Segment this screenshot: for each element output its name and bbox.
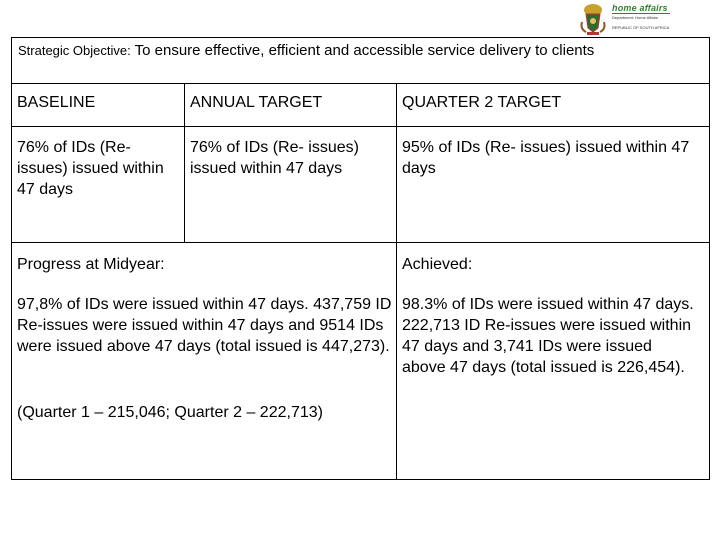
- department-logo: [578, 2, 690, 36]
- column-divider: [184, 83, 185, 242]
- column-divider: [396, 83, 397, 480]
- row-divider: [11, 83, 710, 84]
- objective-text: To ensure effective, efficient and accessible service delivery to clients: [134, 42, 595, 59]
- progress-text: 97,8% of IDs were issued within 47 days. 437,759 ID Re-issues were issued within 47 days and 9514 IDs were issued above 47 days (total issued is 447,273).: [17, 296, 392, 355]
- progress-quarters: (Quarter 1 – 215,046; Quarter 2 – 222,713): [17, 404, 323, 421]
- logo-department-text: Department: Home Affairs: [612, 15, 658, 20]
- logo-rule: [612, 13, 670, 14]
- achieved-text: 98.3% of IDs were issued within 47 days. 222,713 ID Re-issues were issued within 47 days and 3,741 IDs were issued above 47 days (total issued is 226,454).: [402, 296, 694, 376]
- progress-label: Progress at Midyear:: [17, 256, 165, 273]
- quarter2-target-value: 95% of IDs (Re- issues) issued within 47 days: [402, 139, 690, 177]
- logo-brand-text: home affairs: [612, 3, 668, 13]
- row-divider: [11, 242, 710, 243]
- achieved-label: Achieved:: [402, 256, 473, 273]
- coat-of-arms-icon: [578, 2, 608, 36]
- objective-label: Strategic Objective:: [18, 43, 131, 58]
- header-quarter2-target: QUARTER 2 TARGET: [402, 94, 562, 111]
- row-divider: [11, 126, 710, 127]
- annual-target-value: 76% of IDs (Re- issues) issued within 47 days: [190, 139, 359, 177]
- header-annual-target: ANNUAL TARGET: [190, 94, 323, 111]
- strategic-objective: [18, 41, 706, 60]
- logo-republic-text: REPUBLIC OF SOUTH AFRICA: [612, 25, 670, 30]
- header-baseline: BASELINE: [17, 94, 96, 111]
- baseline-value: 76% of IDs (Re-issues) issued within 47 days: [17, 139, 164, 198]
